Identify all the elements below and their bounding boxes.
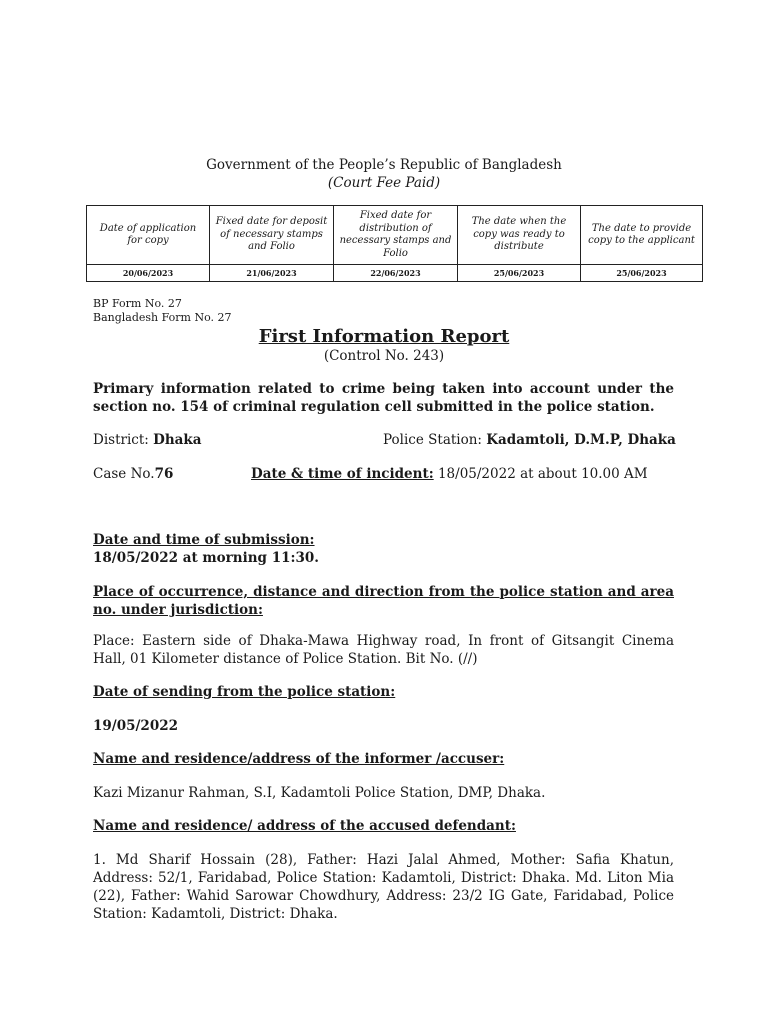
incident-line <box>251 465 648 483</box>
control-number: (Control No. 243) <box>323 348 445 364</box>
table-header-row <box>87 206 703 265</box>
informer-heading: Name and residence/address of the informer /accuser: <box>93 751 505 767</box>
accused-heading: Name and residence/ address of the accused defendant: <box>93 818 516 834</box>
report-title: First Information Report <box>258 326 510 347</box>
submission-value: 18/05/2022 at morning 11:30. <box>93 550 319 566</box>
police-station-label: Police Station: <box>383 432 482 448</box>
intro-paragraph: Primary information related to crime being taken into account under the section no. 154 of criminal regulation cell submitted in the police station. <box>93 381 674 415</box>
police-station-line <box>383 431 676 449</box>
table-header-cell: Fixed date for distribution of necessary stamps and Folio <box>334 206 458 265</box>
incident-label: Date & time of incident: <box>251 466 434 482</box>
table-cell: 25/06/2023 <box>581 265 703 282</box>
table-header-cell: Date of application for copy <box>87 206 210 265</box>
government-heading: Government of the People’s Republic of Bangladesh <box>206 157 562 173</box>
accused-value: 1. Md Sharif Hossain (28), Father: Hazi Jalal Ahmed, Mother: Safia Khatun, Address: 52/1, Faridabad, Police Station: Kadamtoli, District: Dhaka. Md. Liton Mia (22), Father: Wahid Sarowar Chowdhury, Address: 23/2 IG Gate, Faridabad, Police Station: Kadamtoli, District: Dhaka. <box>93 852 674 922</box>
case-line <box>93 465 173 483</box>
bp-form-number: BP Form No. 27 <box>93 297 182 310</box>
place-text: Place: Eastern side of Dhaka-Mawa Highway road, In front of Gitsangit Cinema Hall, 01 Kilometer distance of Police Station. Bit No. (//) <box>93 633 674 667</box>
table-cell: 21/06/2023 <box>210 265 334 282</box>
sending-value: 19/05/2022 <box>93 718 179 734</box>
district-value: Dhaka <box>153 432 202 448</box>
place-heading: Place of occurrence, distance and direction from the police station and area no. under jurisdiction: <box>93 584 674 618</box>
informer-value: Kazi Mizanur Rahman, S.I, Kadamtoli Police Station, DMP, Dhaka. <box>93 785 546 801</box>
district-label: District: <box>93 432 149 448</box>
table-row <box>87 265 703 282</box>
bangladesh-form-number: Bangladesh Form No. 27 <box>93 311 232 324</box>
copy-dates-table <box>86 205 703 282</box>
court-fee-note: (Court Fee Paid) <box>327 175 441 191</box>
table-header-cell: The date when the copy was ready to distribute <box>458 206 581 265</box>
table-cell: 22/06/2023 <box>334 265 458 282</box>
table-header-cell: Fixed date for deposit of necessary stamps and Folio <box>210 206 334 265</box>
table-header-cell: The date to provide copy to the applicant <box>581 206 703 265</box>
table-cell: 20/06/2023 <box>87 265 210 282</box>
district-line <box>93 431 201 449</box>
police-station-value: Kadamtoli, D.M.P, Dhaka <box>486 432 676 448</box>
incident-value: 18/05/2022 at about 10.00 AM <box>437 466 648 482</box>
case-label: Case No. <box>93 466 155 482</box>
submission-heading: Date and time of submission: <box>93 532 315 548</box>
sending-heading: Date of sending from the police station: <box>93 684 396 700</box>
case-value: 76 <box>154 466 174 482</box>
table-cell: 25/06/2023 <box>458 265 581 282</box>
